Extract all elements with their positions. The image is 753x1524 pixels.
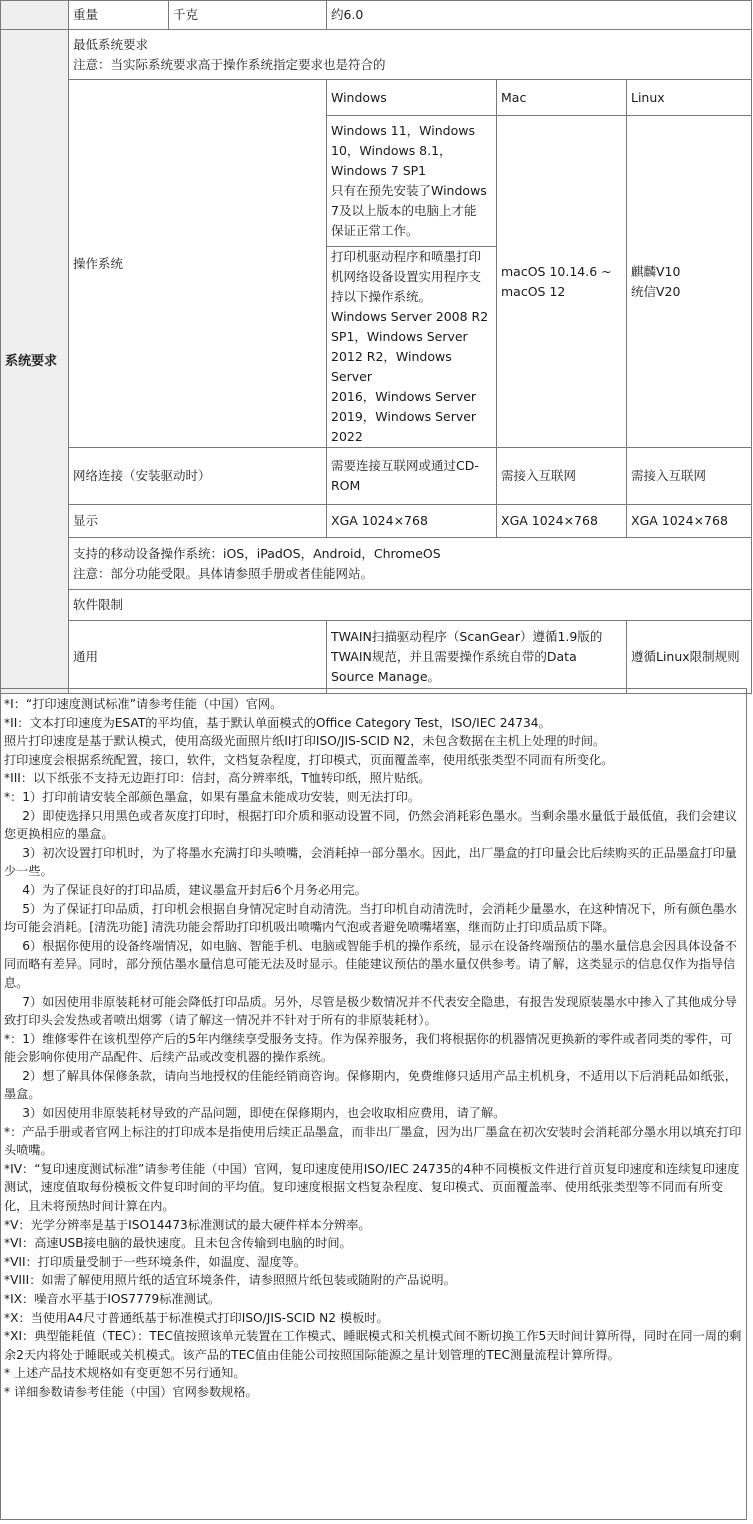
footnote: *XI：典型能耗值（TEC）：TEC值按照该单元装置在工作模式、睡眠模式和关机模式间不断切换工作5天时间计算所得，同时在同一周的剩余2天内将处于睡眠或关机模式。该产品的TEC值由佳能公司按照国际能源之星计划管理的TEC测量流程计算所得。 (4, 1329, 742, 1362)
mobile-cell (69, 538, 752, 590)
footnote: 4）为了保证良好的打印品质，建议墨盒开封后6个月务必用完。 (22, 882, 367, 897)
footnote: * 上述产品技术规格如有变更恕不另行通知。 (4, 1366, 246, 1381)
footnote: *III：以下纸张不支持无边距打印：信封，高分辨率纸，T恤转印纸，照片贴纸。 (4, 771, 431, 786)
os-windows-line: 保证正常工作。 (331, 223, 419, 238)
display-linux: XGA 1024×768 (627, 505, 752, 538)
min-requirements-cell (69, 30, 752, 80)
os-linux-cell (627, 116, 752, 448)
footnote: *II：文本打印速度为ESAT的平均值，基于默认单面模式的Office Category Test，ISO/IEC 24734。 (4, 715, 551, 730)
os-windows-line: 2016，Windows Server (331, 389, 477, 404)
footnote: 照片打印速度是基于默认模式，使用高级光面照片纸II打印ISO/JIS-SCID N2，未包含数据在主机上处理的时间。 (4, 734, 606, 749)
software-title-row (1, 590, 752, 621)
network-linux: 需接入互联网 (627, 448, 752, 505)
footnote: *IV：“复印速度测试标准”请参考佳能（中国）官网，复印速度使用ISO/IEC 24735的4种不同模板文件进行首页复印速度和连续复印速度测试，速度值取每份模板文件复印时间的平均值。复印速度根据文档复杂程度、复印模式、页面覆盖率、使用纸张类型等不同而有所变化，且未将预热时间计算在内。 (4, 1161, 740, 1214)
header-mac: Mac (497, 80, 627, 116)
min-requirements-note: 注意：当实际系统要求高于操作系统指定要求也是符合的 (73, 56, 386, 72)
footnote: *：1）维修零件在该机型停产后的5年内继续享受服务支持。作为保养服务，我们将根据你的机器情况更换新的零件或者同类的零件，可能会影响你使用产品配件、后续产品或改变机器的操作系统。 (4, 1031, 733, 1065)
footnote: * 详细参数请参考佳能（中国）官网参数规格。 (4, 1384, 258, 1399)
footnote: 2）想了解具体保修条款，请向当地授权的佳能经销商咨询。保修期内，免费维修只适用产品主机机身，不适用以下后消耗品如纸张，墨盒。 (4, 1068, 737, 1102)
footnotes-box (0, 688, 747, 1520)
software-general-line: Source Manage。 (331, 669, 441, 684)
display-label: 显示 (69, 505, 327, 538)
footnote: 7）如因使用非原装耗材可能会降低打印品质。另外，尽管是极少数情况并不代表安全隐患，有报告发现原装墨水中掺入了其他成分导致打印头会发热或者喷出烟雾（请了解这一情况并不针对于所有的非原装耗材）。 (4, 994, 737, 1028)
software-general-line: TWAIN扫描驱动程序（ScanGear）遵循1.9版的 (331, 629, 603, 644)
network-label: 网络连接（安装驱动时） (69, 448, 327, 505)
footnote: *I：“打印速度测试标准”请参考佳能（中国）官网。 (4, 697, 283, 711)
display-row (1, 505, 752, 538)
os-windows-line: 持以下操作系统。 (331, 289, 432, 304)
os-windows-line: 只有在预先安装了Windows (331, 183, 487, 198)
footnote: 2）即使选择只用黑色或者灰度打印时，根据打印介质和驱动设置不同，仍然会消耗彩色墨水。当剩余墨水量低于最低值，我们会建议您更换相应的墨盒。 (4, 808, 737, 842)
footnote: *VIII：如需了解使用照片纸的适宜环境条件，请参照照片纸包装或随附的产品说明。 (4, 1273, 456, 1288)
software-general-cell (327, 621, 627, 694)
os-windows-server-cell (327, 247, 497, 448)
header-windows: Windows (327, 80, 497, 116)
os-windows-line: 2019，Windows Server (331, 409, 477, 424)
os-windows-line: 7及以上版本的电脑上才能 (331, 203, 477, 218)
os-windows-line: Windows Server 2008 R2 (331, 309, 489, 324)
software-linux: 遵循Linux限制规则 (627, 621, 752, 694)
network-windows-line: 需要连接互联网或通过CD- (331, 458, 479, 473)
software-general-row (1, 621, 752, 694)
header-linux: Linux (627, 80, 752, 116)
system-requirements-category: 系统要求 (1, 30, 69, 694)
os-linux-line: 麒麟V10 (631, 263, 681, 279)
weight-value: 约6.0 (327, 1, 752, 30)
network-row (1, 448, 752, 505)
os-windows-line: Windows 11，Windows (331, 123, 475, 138)
display-windows: XGA 1024×768 (327, 505, 497, 538)
footnote: 6）根据你使用的设备终端情况，如电脑、智能手机、电脑或智能手机的操作系统，显示在设备终端预估的墨水量信息会因具体设备不同而略有差异。同时，部分预估墨水量信息可能无法及时显示。佳能建议预估的墨水量仅供参考。请了解，这类显示的信息仅作为指导信息。 (4, 938, 737, 990)
os-windows-line: 打印机驱动程序和喷墨打印 (331, 249, 482, 264)
os-linux-line: 统信V20 (631, 283, 681, 299)
network-windows-line: ROM (331, 478, 361, 493)
os-windows-line: 10，Windows 8.1， (331, 143, 452, 158)
os-mac-cell (497, 116, 627, 448)
min-requirements-title: 最低系统要求 (73, 36, 149, 52)
mobile-row (1, 538, 752, 590)
footnote: *X：当使用A4尺寸普通纸基于标准模式打印ISO/JIS-SCID N2 模板时。 (4, 1310, 389, 1325)
footnote: 打印速度会根据系统配置，接口，软件，文档复杂程度，打印模式，页面覆盖率，使用纸张类型不同而有所变化。 (4, 752, 614, 767)
footnote: *VII：打印质量受制于一些环境条件，如温度、湿度等。 (4, 1254, 306, 1269)
mobile-note-line: 注意：部分功能受限。具体请参照手册或者佳能网站。 (73, 565, 374, 581)
min-requirements-row (1, 30, 752, 80)
os-windows-line: 机网络设备设置实用程序支 (331, 269, 482, 284)
footnote: 5）为了保证打印品质，打印机会根据自身情况定时自动清洗。当打印机自动清洗时，会消耗少量墨水，在这种情况下，所有颜色墨水均可能会消耗。[清洗功能] 清洗功能会帮助打印机吸出喷嘴内气泡或者避免喷嘴堵塞，继而防止打印质品质下降。 (4, 901, 737, 935)
spec-table (0, 0, 752, 694)
software-title: 软件限制 (69, 590, 752, 621)
footnote: 3）如因使用非原装耗材导致的产品问题，即使在保修期内，也会收取相应费用，请了解。 (22, 1106, 506, 1121)
os-mac-line: macOS 12 (501, 283, 566, 299)
network-windows-cell (327, 448, 497, 505)
weight-unit: 千克 (169, 1, 327, 30)
os-mac-line: macOS 10.14.6 ~ (501, 263, 612, 279)
mobile-os-line: 支持的移动设备操作系统：iOS，iPadOS，Android，ChromeOS (73, 545, 441, 561)
footnote: *VI：高速USB接电脑的最快速度。且未包含传输到电脑的时间。 (4, 1236, 352, 1251)
software-general-label: 通用 (69, 621, 327, 694)
footnote: *：1）打印前请安装全部颜色墨盒，如果有墨盒未能成功安装，则无法打印。 (4, 789, 421, 804)
weight-category-cell (1, 1, 69, 30)
footnote: *IX：噪音水平基于IOS7779标准测试。 (4, 1292, 221, 1306)
footnote: *：产品手册或者官网上标注的打印成本是指使用后续正品墨盒，而非出厂墨盒，因为出厂墨盒在初次安装时会消耗部分墨水用以填充打印头喷嘴。 (4, 1124, 742, 1158)
footnote: *V：光学分辨率是基于ISO14473标准测试的最大硬件样本分辨率。 (4, 1217, 371, 1232)
weight-row (1, 1, 752, 30)
software-general-line: TWAIN规范，并且需要操作系统自带的Data (331, 649, 577, 664)
os-windows-line: Windows 7 SP1 (331, 163, 427, 178)
weight-label: 重量 (69, 1, 169, 30)
footnote: 3）初次设置打印机时，为了将墨水充满打印头喷嘴，会消耗掉一部分墨水。因此，出厂墨盒的打印量会比后续购买的正品墨盒打印量少一些。 (4, 845, 737, 879)
os-windows-line: 2012 R2，Windows Server (331, 349, 452, 384)
os-header-row (1, 80, 752, 116)
os-label: 操作系统 (69, 80, 327, 448)
os-windows-line: 2022 (331, 429, 363, 444)
display-mac: XGA 1024×768 (497, 505, 627, 538)
os-windows-line: SP1，Windows Server (331, 329, 468, 344)
network-mac: 需接入互联网 (497, 448, 627, 505)
os-windows-client-cell (327, 116, 497, 247)
